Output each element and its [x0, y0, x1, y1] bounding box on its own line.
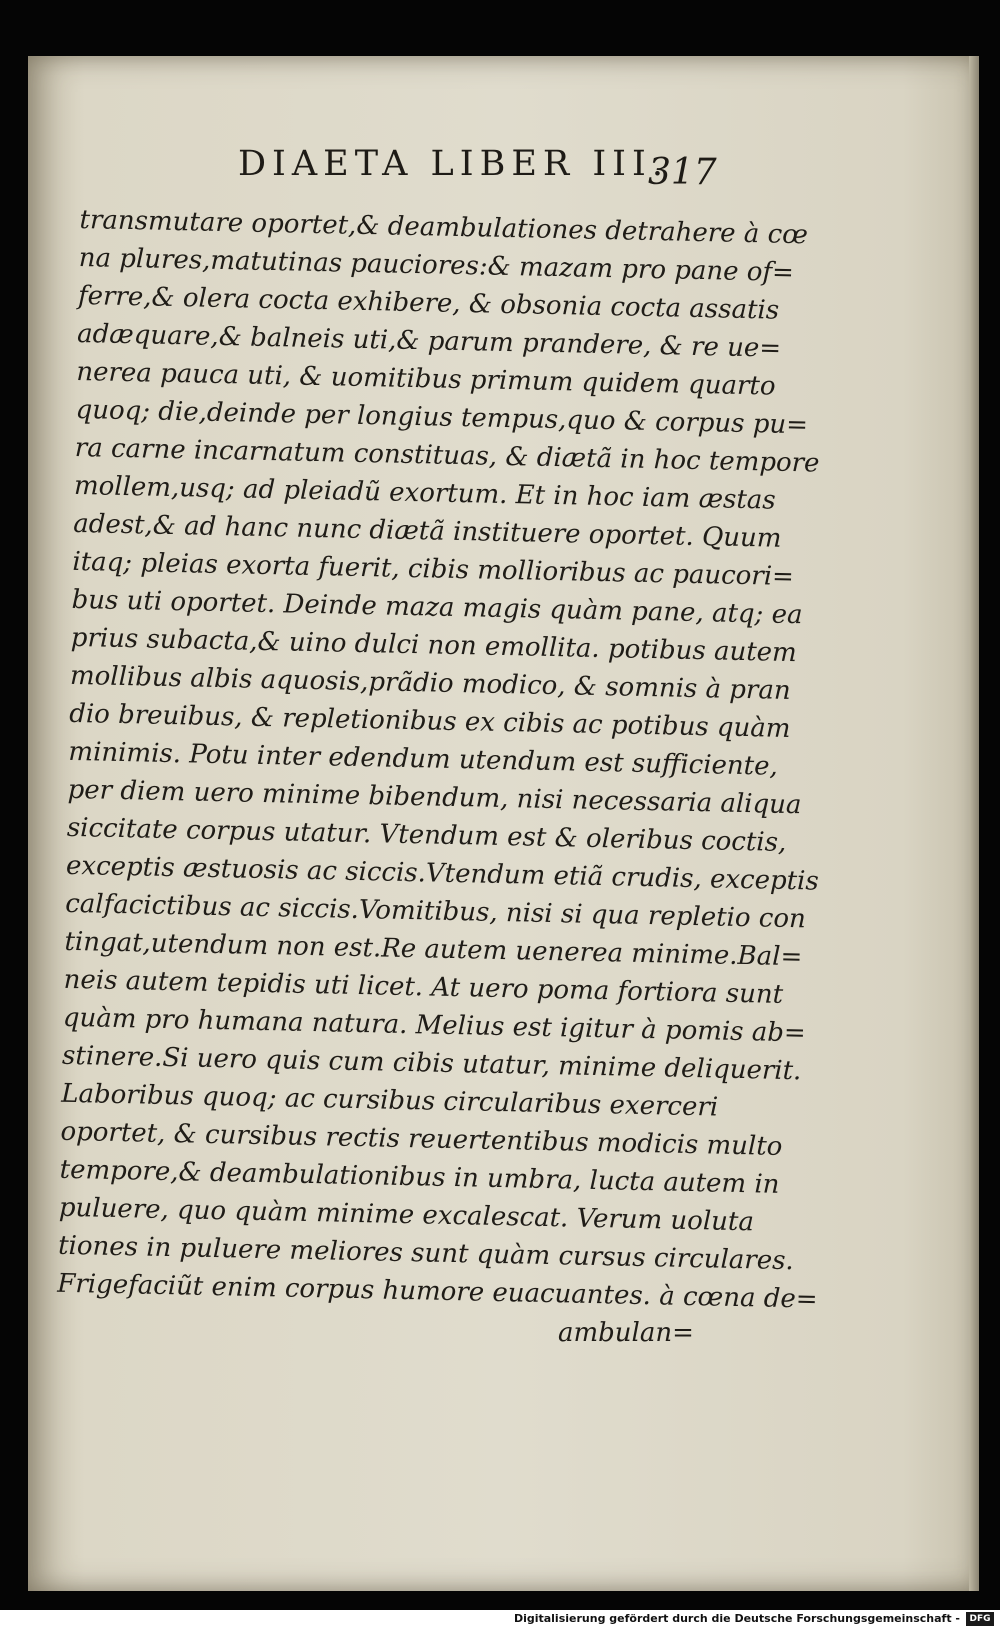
text-line: puluere, quo quàm minime excalescat. Verum uoluta — [58, 1192, 755, 1238]
text-line: neis autem tepidis uti licet. At uero poma fortiora sunt — [63, 964, 784, 1010]
footer-bar — [0, 1610, 1000, 1629]
funding-credit: Digitalisierung gefördert durch die Deutsche Forschungsgemeinschaft - — [513, 1612, 960, 1625]
text-line: minimis. Potu inter edendum utendum est sufficiente, — [68, 736, 779, 782]
text-line: bus uti oportet. Deinde maza magis quàm pane, atq; ea — [71, 584, 803, 631]
text-line: quàm pro humana natura. Melius est igitur à pomis ab= — [62, 1002, 807, 1049]
text-line: Laboribus quoq; ac cursibus circularibus exerceri — [60, 1078, 719, 1123]
text-line: per diem uero minime bibendum, nisi necessaria aliqua — [67, 774, 802, 821]
text-line: ferre,& olera cocta exhibere, & obsonia cocta assatis — [77, 280, 780, 326]
text-line: adest,& ad hanc nunc diætã instituere oportet. Quum — [72, 508, 782, 554]
text-line: prius subacta,& uino dulci non emollita. potibus autem — [70, 622, 798, 669]
text-line: itaq; pleias exorta fuerit, cibis mollioribus ac paucori= — [72, 546, 795, 593]
text-line: siccitate corpus utatur. Vtendum est & oleribus coctis, — [66, 812, 787, 858]
book-page — [28, 56, 979, 1591]
text-line: na plures,matutinas pauciores:& mazam pro pane of= — [78, 242, 795, 288]
text-line: ra carne incarnatum constituas, & diætã in hoc tempore — [74, 432, 820, 479]
text-line: oportet, & cursibus rectis reuertentibus modicis multo — [60, 1116, 783, 1162]
text-line: mollibus albis aquosis,prãdio modico, & somnis à pran — [69, 660, 791, 706]
text-line: quoq; die,deinde per longius tempus,quo & corpus pu= — [75, 394, 809, 441]
text-line: exceptis æstuosis ac siccis.Vtendum etiã crudis, exceptis — [65, 850, 820, 897]
text-line: Frigefaciũt enim corpus humore euacuantes. à cœna de= — [57, 1268, 818, 1315]
text-line: adæquare,& balneis uti,& parum prandere, & re ue= — [76, 318, 782, 364]
page-edge — [969, 56, 979, 1591]
text-line: calfacictibus ac siccis.Vomitibus, nisi si qua repletio con — [64, 888, 807, 935]
text-line: transmutare oportet,& deambulationes detrahere à cœ — [79, 204, 809, 251]
running-head: DIAETA LIBER III. — [238, 144, 669, 184]
text-line: mollem,usq; ad pleiadũ exortum. Et in hoc iam æstas — [73, 470, 776, 516]
page-number: 317 — [648, 152, 717, 193]
text-line: tingat,utendum non est.Re autem uenerea minime.Bal= — [64, 926, 803, 973]
text-line: nerea pauca uti, & uomitibus primum quidem quarto — [76, 356, 776, 402]
dfg-logo-icon: DFG — [966, 1612, 994, 1626]
catchword: ambulan= — [558, 1318, 694, 1348]
body-text — [57, 201, 820, 1316]
text-line: stinere.Si uero quis cum cibis utatur, minime deliquerit. — [61, 1040, 802, 1087]
text-line: tiones in puluere meliores sunt quàm cursus circulares. — [57, 1230, 795, 1277]
text-line: tempore,& deambulationibus in umbra, lucta autem in — [59, 1154, 780, 1200]
text-line: dio breuibus, & repletionibus ex cibis ac potibus quàm — [68, 698, 791, 744]
